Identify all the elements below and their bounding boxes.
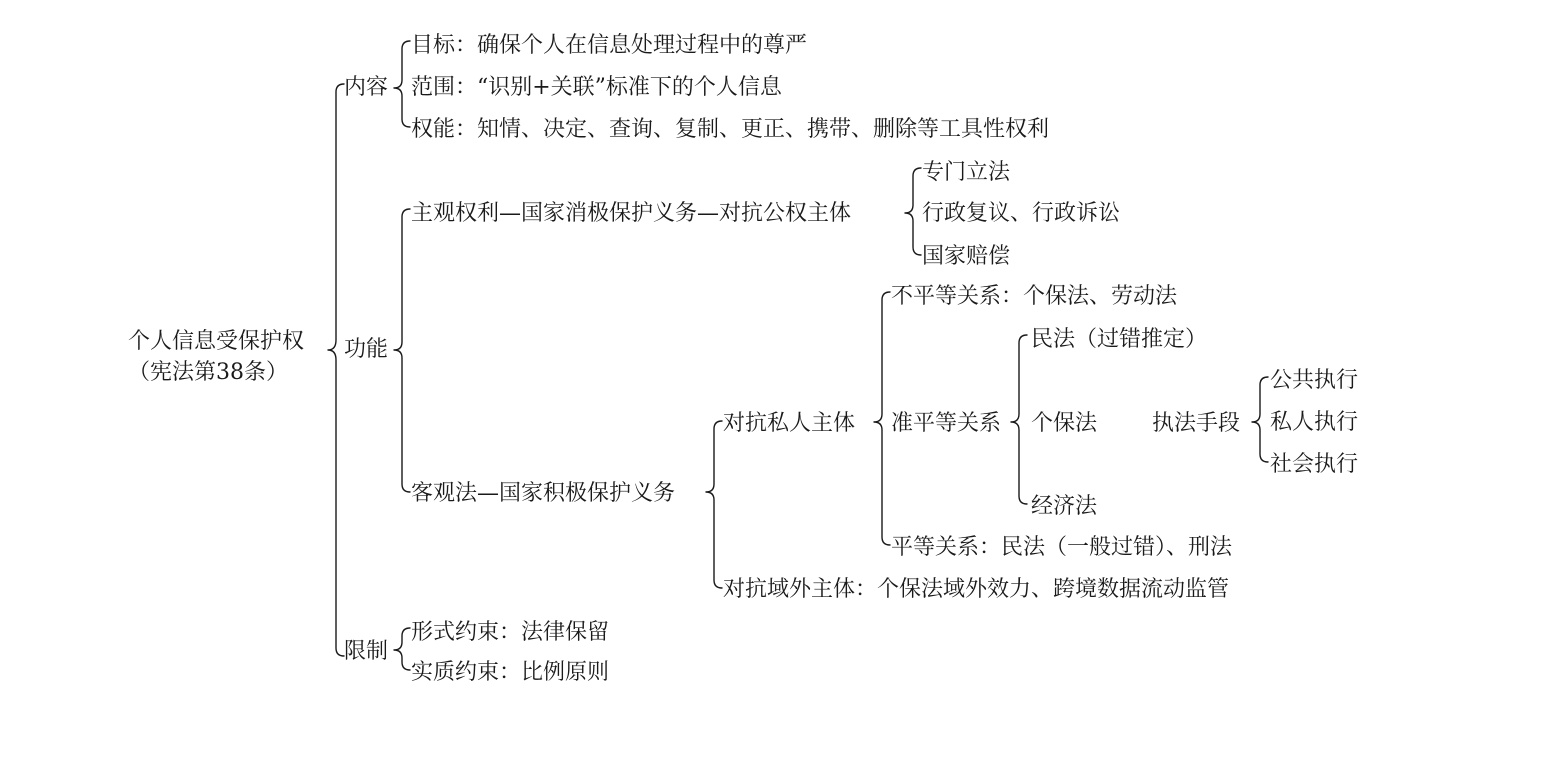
equal-relation: 平等关系：民法（一般过错）、刑法 (891, 535, 1233, 560)
content-label: 内容 (344, 75, 389, 100)
enforcement-private: 私人执行 (1270, 410, 1359, 435)
enforcement-public: 公共执行 (1270, 368, 1359, 393)
quasi-civil-law: 民法（过错推定） (1031, 327, 1208, 352)
quasi-equal-relation: 准平等关系 (891, 411, 1002, 436)
brace-content (394, 41, 410, 127)
limit-substantive: 实质约束：比例原则 (411, 660, 610, 685)
subjective-right: 主观权利—国家消极保护义务—对抗公权主体 (411, 201, 852, 226)
subjective-item-legislation: 专门立法 (922, 160, 1011, 185)
brace-limit (394, 628, 410, 670)
brace-quasi (1011, 335, 1027, 504)
against-foreign: 对抗域外主体：个保法域外效力、跨境数据流动监管 (723, 577, 1230, 602)
objective-law: 客观法—国家积极保护义务 (411, 481, 676, 506)
limit-formal: 形式约束：法律保留 (411, 620, 610, 645)
root-subtitle: （宪法第38条） (128, 360, 288, 385)
subjective-item-review: 行政复议、行政诉讼 (922, 201, 1121, 226)
root-title: 个人信息受保护权 (128, 329, 305, 354)
content-scope: 范围：“识别+关联”标准下的个人信息 (411, 75, 782, 100)
brace-subjective (905, 168, 921, 255)
brace-private (874, 292, 890, 545)
brace-root (328, 84, 344, 656)
limit-label: 限制 (344, 639, 389, 664)
against-private: 对抗私人主体 (723, 411, 856, 436)
brace-function (394, 209, 410, 492)
function-label: 功能 (344, 337, 389, 362)
enforcement-social: 社会执行 (1270, 452, 1359, 477)
quasi-economic-law: 经济法 (1031, 494, 1098, 519)
quasi-pipl: 个保法 (1031, 411, 1098, 436)
subjective-item-compensation: 国家赔偿 (922, 244, 1011, 269)
brace-objective (706, 421, 722, 588)
enforcement-label: 执法手段 (1152, 411, 1241, 436)
content-goal: 目标：确保个人在信息处理过程中的尊严 (411, 33, 808, 58)
unequal-relation: 不平等关系：个保法、劳动法 (891, 284, 1178, 309)
brace-enforcement (1252, 377, 1268, 462)
content-powers: 权能：知情、决定、查询、复制、更正、携带、删除等工具性权利 (411, 117, 1050, 142)
